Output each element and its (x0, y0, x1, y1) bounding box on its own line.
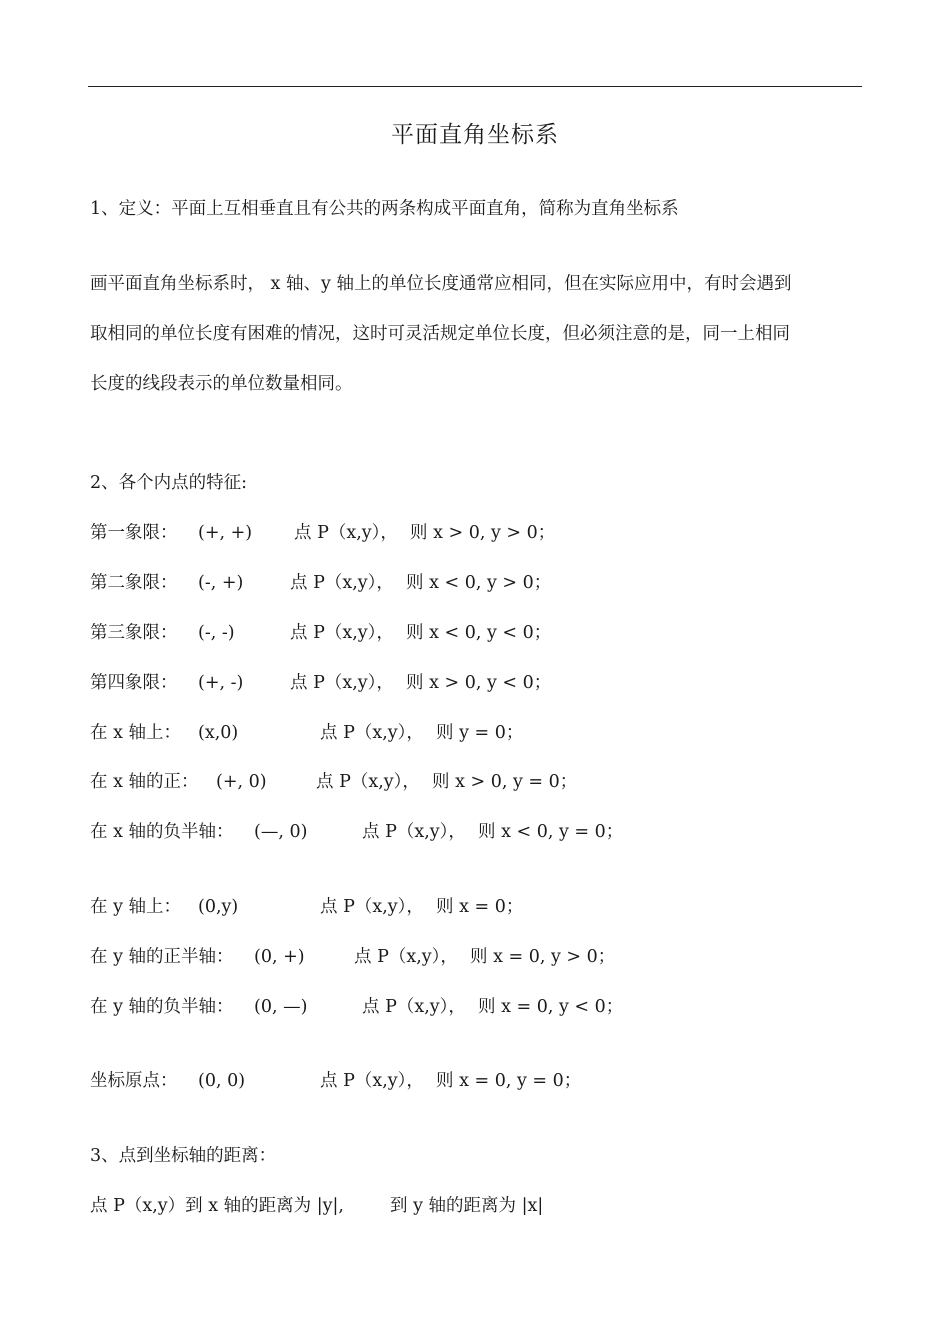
section-2-heading: 2、各个内点的特征: (90, 473, 248, 493)
row-label: 在 x 轴上： (90, 723, 181, 743)
row-rule: 则 x = 0； (436, 897, 524, 917)
row-point: 点 P（x,y）， (320, 897, 424, 917)
row-point: 点 P（x,y）， (320, 723, 424, 743)
row-sign: (0, —) (254, 997, 308, 1017)
page-title: 平面直角坐标系 (391, 122, 559, 148)
row-rule: 则 x > 0, y < 0； (406, 673, 552, 693)
row-point: 点 P（x,y）， (290, 673, 394, 693)
top-rule (88, 86, 862, 87)
row-rule: 则 x < 0, y < 0； (406, 623, 552, 643)
row-label: 第三象限： (90, 623, 178, 643)
row-label: 第四象限： (90, 673, 178, 693)
row-label: 坐标原点： (90, 1071, 178, 1091)
row-point: 点 P（x,y）， (362, 822, 466, 842)
row-point: 点 P（x,y）， (290, 573, 394, 593)
row-sign: (+, 0) (216, 772, 267, 792)
row-label: 第二象限： (90, 573, 178, 593)
row-rule: 则 x < 0, y = 0； (478, 822, 624, 842)
paragraph-line-1: 画平面直角坐标系时， x 轴、y 轴上的单位长度通常应相同，但在实际应用中，有时会遇到 (90, 274, 792, 294)
row-point: 点 P（x,y）， (320, 1071, 424, 1091)
row-rule: 则 x = 0, y < 0； (478, 997, 624, 1017)
section-3-heading: 3、点到坐标轴的距离： (90, 1146, 277, 1166)
row-sign: (—, 0) (254, 822, 308, 842)
row-sign: (x,0) (198, 723, 239, 743)
row-point: 点 P（x,y）， (316, 772, 420, 792)
row-rule: 则 x = 0, y = 0； (436, 1071, 582, 1091)
definition-text: 1、定义：平面上互相垂直且有公共的两条构成平面直角，简称为直角坐标系 (90, 199, 679, 219)
row-point: 点 P（x,y）， (290, 623, 394, 643)
row-sign: (-, +) (198, 573, 244, 593)
row-rule: 则 x > 0, y > 0； (410, 523, 556, 543)
distance-y-text: 到 y 轴的距离为 |x| (390, 1196, 544, 1216)
row-rule: 则 x > 0, y = 0； (432, 772, 578, 792)
row-sign: (0, 0) (198, 1071, 246, 1091)
row-sign: (0,y) (198, 897, 239, 917)
row-rule: 则 x = 0, y > 0； (470, 947, 616, 967)
row-sign: (0, +) (254, 947, 305, 967)
row-label: 在 x 轴的正： (90, 772, 199, 792)
row-sign: (-, -) (198, 623, 235, 643)
row-point: 点 P（x,y）， (294, 523, 398, 543)
paragraph-line-3: 长度的线段表示的单位数量相同。 (90, 374, 353, 394)
row-point: 点 P（x,y）， (362, 997, 466, 1017)
row-label: 在 y 轴的负半轴： (90, 997, 234, 1017)
paragraph-line-2: 取相同的单位长度有困难的情况，这时可灵活规定单位长度，但必须注意的是，同一上相同 (90, 324, 790, 344)
distance-x-text: 点 P（x,y）到 x 轴的距离为 |y|, (90, 1196, 344, 1216)
row-rule: 则 y = 0； (436, 723, 524, 743)
row-label: 在 y 轴的正半轴： (90, 947, 234, 967)
row-rule: 则 x < 0, y > 0； (406, 573, 552, 593)
row-label: 在 x 轴的负半轴： (90, 822, 234, 842)
row-label: 在 y 轴上： (90, 897, 182, 917)
row-sign: (+, -) (198, 673, 244, 693)
row-point: 点 P（x,y）， (354, 947, 458, 967)
row-label: 第一象限： (90, 523, 178, 543)
row-sign: (+, +) (198, 523, 253, 543)
